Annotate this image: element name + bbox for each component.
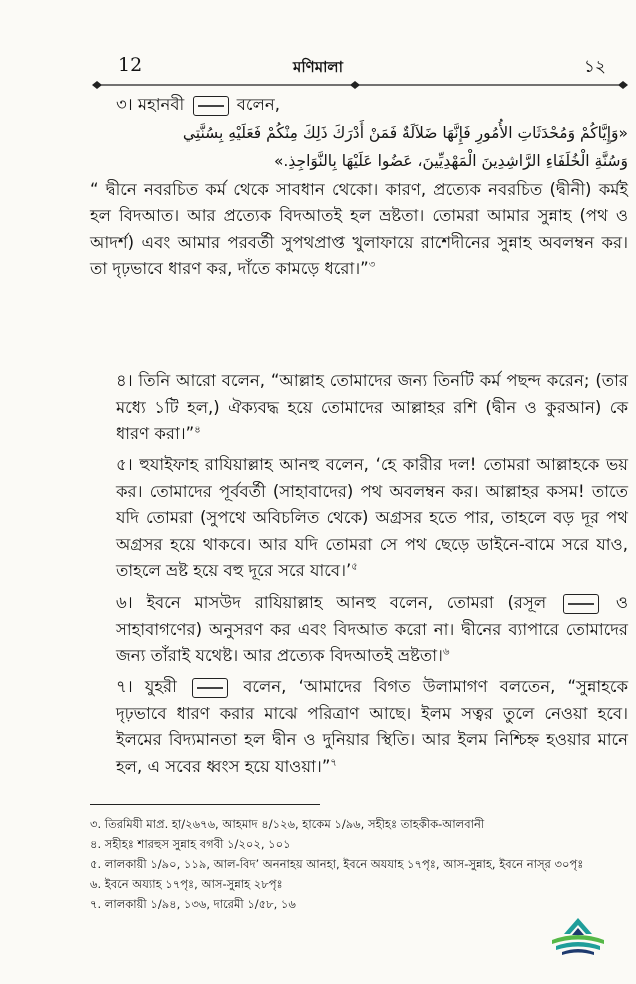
header-rule [92, 80, 628, 90]
footnote-ref-5: ৫ [351, 561, 358, 573]
footnote-ref-7: ৭ [330, 757, 337, 768]
item-3 [90, 92, 628, 283]
publisher-logo-icon [548, 914, 608, 960]
item-4-text: ৪। তিনি আরো বলেন, “আল্লাহ তোমাদের জন্য তিনটি কর্ম পছন্দ করেন; (তার মধ্যে ১টি হল,) ঐক্যবদ্ধ হয়ে তোমাদের আল্লাহর রশি (দ্বীন ও কুরআন) কে ধারণ করা।”$^৪$ [116, 371, 628, 443]
salutation-icon [193, 96, 229, 116]
item-6 [90, 590, 628, 670]
footnote-ref-6: ৬ [442, 646, 450, 658]
item-5-text: ৫। হুযাইফাহ রাযিয়াল্লাহ আনহু বলেন, ‘হে কারীর দল! তোমরা আল্লাহকে ভয় কর। তোমাদের পূর্ববর্তী (সাহাবাদের) পথ অবলম্বন কর। আল্লাহর কসম! তাতে যদি তোমরা (সুপথে অবিচলিত থেকে) অগ্রসর হতে পার, তাহলে বড় দূর পথ অগ্রসর হয়ে থাকবে। আর যদি তোমরা সে পথ ছেড়ে ডাইনে-বামে সরে যাও, তাহলে ভ্রষ্ট হয়ে বহু দূরে সরে যাবে।’$^৫$ [116, 455, 628, 580]
item-7-text: ৭। যুহরী বলেন, ‘আমাদের বিগত উলামাগণ বলতেন, “সুন্নাহকে দৃঢ়ভাবে ধারণ করার মাঝে পরিত্রাণ আছে। ইলম সত্বর তুলে নেওয়া হবে। ইলমের বিদ্যমানতা হল দ্বীন ও দুনিয়ার স্থিতি। আর ইলম নিশ্চিহ্ন হওয়ার মানে হল, এ সবের ধ্বংস হয়ে যাওয়া।”$^৭$ [116, 677, 629, 776]
rahimahullah-icon [192, 678, 228, 698]
footnote-ref-3: ৩ [368, 259, 376, 271]
salutation-icon [563, 594, 599, 614]
page-number-right: ১২ [583, 57, 606, 77]
footnote-6: ৬. ইবনে অয্যাহ ১৭পৃঃ, আস-সুন্নাহ ২৮পৃঃ [90, 877, 283, 891]
item-6-text: ৬। ইবনে মাসউদ রাযিয়াল্লাহ আনহু বলেন, তোমরা (রসূল ও সাহাবাগণের) অনুসরণ কর এবং বিদআত করো না। দ্বীনের ব্যাপারে তোমাদের জন্য তাঁরাই যথেষ্ট। আর প্রত্যেক বিদআতই ভ্রষ্টতা।$^৬$ [116, 593, 628, 665]
footnote-3: ৩. তিরমিযী মাপ্র. হা/২৬৭৬, আহমাদ ৪/১২৬, হাকেম ১/৯৬, সহীহঃ তাহকীক-আলবানী [90, 817, 485, 831]
footnote-ref-4: ৪ [194, 424, 201, 436]
footnote-divider [90, 804, 320, 805]
footnote-4: ৪. সহীহঃ শারহুস সুন্নাহ বগবী ১/২০২, ১০১ [90, 837, 291, 851]
footnote-5: ৫. লালকায়ী ১/৯০, ১১৯, আল-বিদ’ অননাহয় আনহা, ইবনে অযযাহ ১৭পৃঃ, আস-সুন্নাহ, ইবনে নাস্‌র ৩০পৃঃ [90, 857, 584, 871]
arabic-hadith-line-1: «وَإِيَّاكُمْ وَمُحْدَثَاتِ الأُمُورِ فَإِنَّهَا ضَلاَلَةٌ فَمَنْ أَدْرَكَ ذَلِكَ مِنْكُمْ فَعَلَيْهِ بِسُنَّتِي [182, 123, 628, 142]
running-title: মণিমালা [293, 58, 343, 76]
footnote-7: ৭. লালকায়ী ১/৯৪, ১৩৬, দারেমী ১/৫৮, ১৬ [90, 897, 296, 911]
item-4 [90, 368, 628, 448]
item-3-translation: “ দ্বীনে নবরচিত কর্ম থেকে সাবধান থেকো। কারণ, প্রত্যেক নবরচিত (দ্বীনী) কর্মই হল বিদআত। আর প্রত্যেক বিদআতই হল ভ্রষ্টতা। তোমরা আমার সুন্নাহ (পথ ও আদর্শ) এবং আমার পরবর্তী সুপথপ্রাপ্ত খুলাফায়ে রাশেদীনের সুন্নাহ অবলম্বন কর। তা দৃঢ়ভাবে ধারণ কর, দাঁতে কামড়ে ধরো।”$^৩$ [90, 179, 628, 278]
item-7 [90, 674, 628, 780]
page-number-left: 12 [118, 54, 143, 76]
item-5 [90, 452, 628, 585]
arabic-hadith-line-2: وَسُنَّةِ الْخُلَفَاءِ الرَّاشِدِينَ الْمَهْدِيِّينَ، عَضُوا عَلَيْهَا بِالنَّوَاجِذِ.» [273, 151, 628, 170]
footnotes [90, 814, 610, 914]
item-3-intro: ৩। মহানবী বলেন, [116, 95, 280, 114]
